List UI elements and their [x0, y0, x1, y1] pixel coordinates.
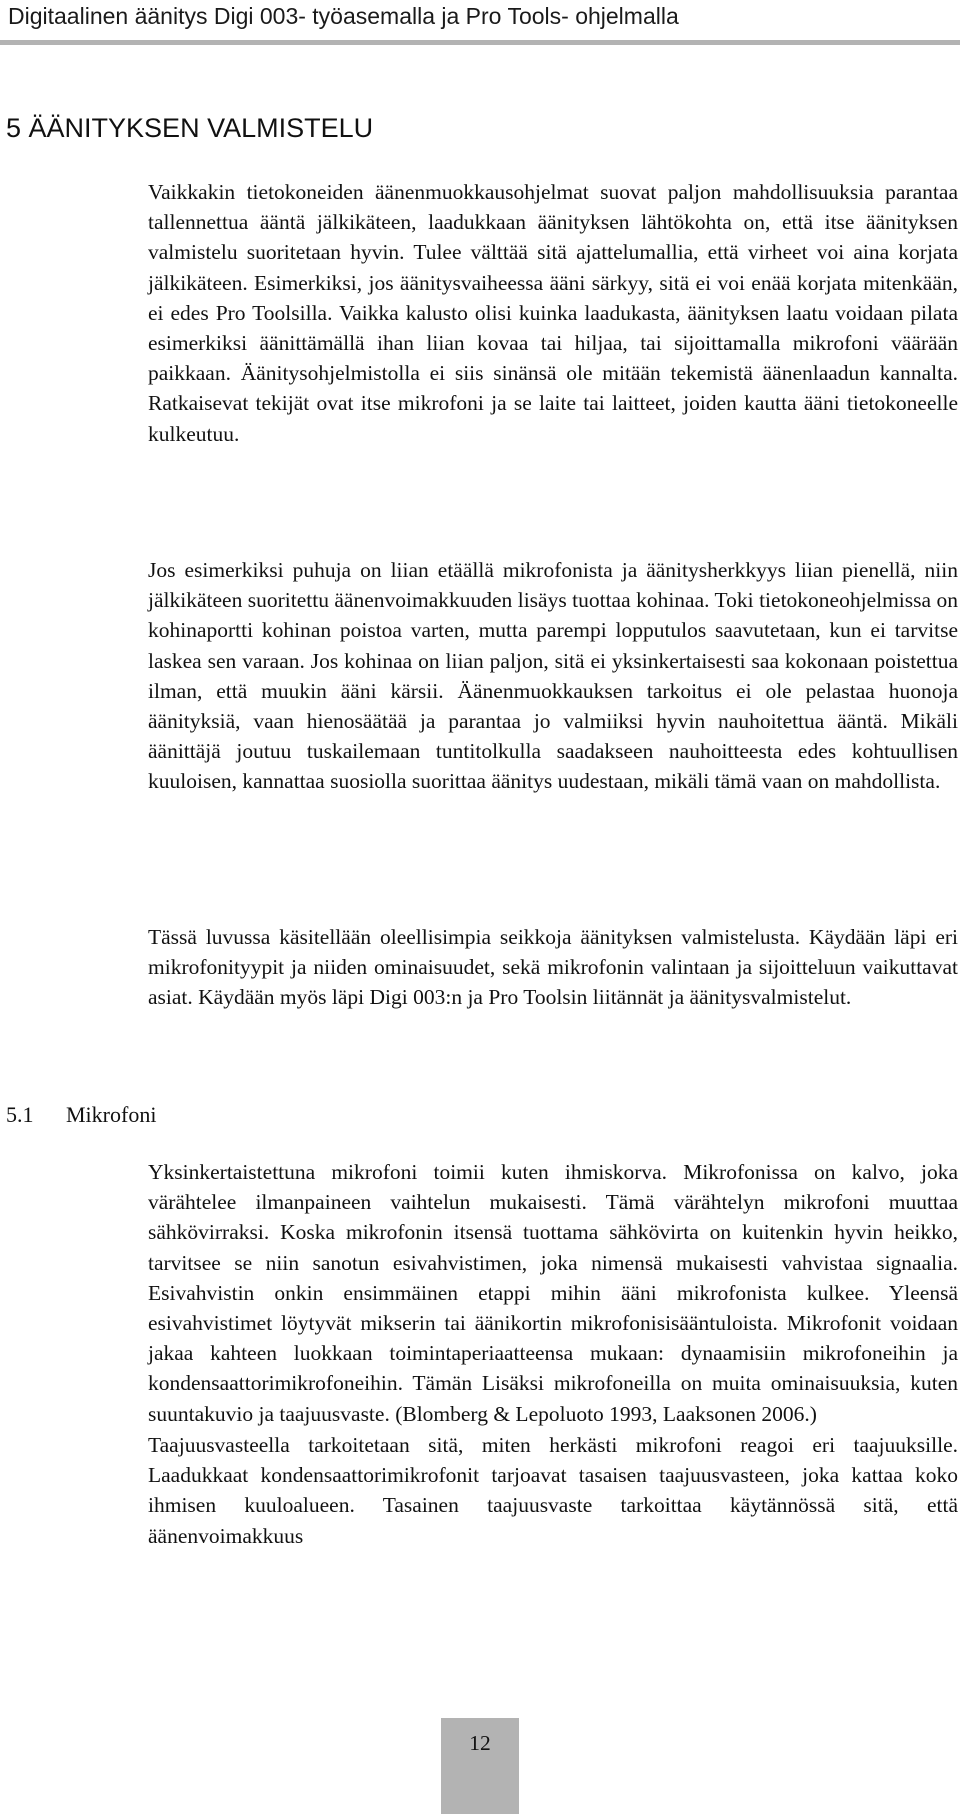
section-number: 5.1: [6, 1102, 34, 1127]
page-number: 12: [469, 1731, 491, 1755]
chapter-paragraph-2: Jos esimerkiksi puhuja on liian etäällä mikrofonista ja äänitysherkkyys liian pienellä, niin jälkikäteen suoritettu äänenvoimakkuuden lisäys tuottaa kohinaa. Toki tietokoneohjelmissa on kohinaportti kohinan poistoa varten, mutta parempi lopputulos saavutetaan, kun ei tarvitse laskea sen varaan. Jos kohinaa on liian paljon, sitä ei yksinkertaisesti saa kokonaan poistettua ilman, että muukin ääni kärsii. Äänenmuokkauksen tarkoitus ei ole pelastaa huonoja äänityksiä, vaan hienosäätää ja parantaa jo valmiiksi hyvin nauhoitettua ääntä. Mikäli äänittäjä joutuu tuskailemaan tuntitolkulla saadakseen nauhoitteesta edes kohtuullisen kuuloisen, kannattaa suosiolla suorittaa äänitys uudestaan, mikäli tämä vaan on mahdollista.: [148, 558, 958, 794]
chapter-heading: 5 ÄÄNITYKSEN VALMISTELU: [6, 113, 374, 143]
running-header: Digitaalinen äänitys Digi 003- työasemalla ja Pro Tools- ohjelmalla: [8, 3, 679, 29]
section-paragraph-1: Yksinkertaistettuna mikrofoni toimii kuten ihmiskorva. Mikrofonissa on kalvo, joka värähtelee ilmanpaineen vaihtelun mukaisesti. Tämä värähtelyn mikrofoni muuttaa sähkövirraksi. Koska mikrofonin itsensä tuottama sähkövirta on kuitenkin hyvin heikko, tarvitsee se niin sanotun esivahvistimen, joka nimensä mukaisesti vahvistaa signaalia. Esivahvistin onkin ensimmäinen etappi mihin ääni mikrofonista kulkee. Yleensä esivahvistimet löytyvät mikserin tai äänikortin mikrofonisisääntuloista. Mikrofonit voidaan jakaa kahteen luokkaan toimintaperiaatteensa mukaan: dynaamisiin mikrofoneihin ja kondensaattorimikrofoneihin. Tämän Lisäksi mikrofoneilla on muita ominaisuuksia, kuten suuntakuvio ja taajuusvaste. (Blomberg & Lepoluoto 1993, Laaksonen 2006.): [148, 1160, 958, 1426]
chapter-paragraph-1: Vaikkakin tietokoneiden äänenmuokkausohjelmat suovat paljon mahdollisuuksia parantaa tallennettua ääntä jälkikäteen, laadukkaan äänityksen lähtökohta on, että itse äänityksen valmistelu suoritetaan hyvin. Tulee välttää sitä ajattelumallia, että virheet voi aina korjata jälkikäteen. Esimerkiksi, jos äänitysvaiheessa ääni särkyy, sitä ei voi enää korjata mitenkään, ei edes Pro Toolsilla. Vaikka kalusto olisi kuinka laadukasta, äänityksen laatu voidaan pilata esimerkiksi äänittämällä ihan liian kovaa tai hiljaa, tai sijoittamalla mikrofoni väärään paikkaan. Äänitysohjelmistolla ei siis sinänsä ole mitään tekemistä äänenlaadun kannalta. Ratkaisevat tekijät ovat itse mikrofoni ja se laite tai laitteet, joiden kautta ääni tietokoneelle kulkeutuu.: [148, 180, 958, 446]
section-title: Mikrofoni: [66, 1102, 157, 1127]
chapter-paragraph-3: Tässä luvussa käsitellään oleellisimpia seikkoja äänityksen valmistelusta. Käydään läpi eri mikrofonityypit ja niiden ominaisuudet, sekä mikrofonin valintaan ja sijoitteluun vaikuttavat asiat. Käydään myös läpi Digi 003:n ja Pro Toolsin liitännät ja äänitysvalmistelut.: [148, 925, 958, 1010]
page-number-box: [441, 1718, 519, 1814]
section-heading: [6, 1100, 156, 1130]
header-rule: [0, 40, 960, 45]
section-paragraph-2: Taajuusvasteella tarkoitetaan sitä, miten herkästi mikrofoni reagoi eri taajuuksille. Laadukkaat kondensaattorimikrofonit tarjoavat tasaisen taajuusvasteen, joka kattaa koko ihmisen kuuloalueen. Tasainen taajuusvaste tarkoittaa käytännössä sitä, että äänenvoimakkuus: [148, 1433, 958, 1548]
